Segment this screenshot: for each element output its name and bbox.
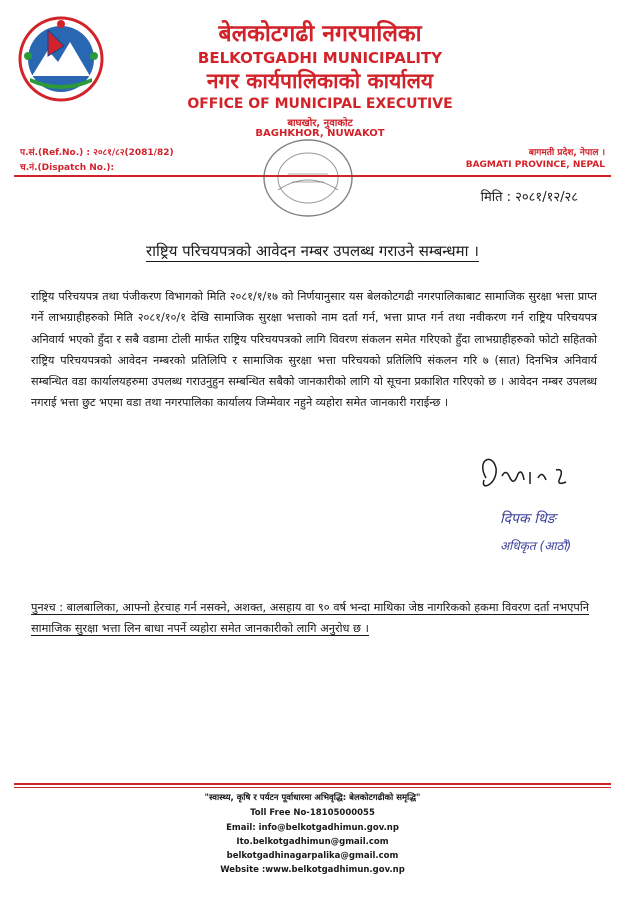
footer-divider-thin: [14, 787, 611, 788]
office-name-en: OFFICE OF MUNICIPAL EXECUTIVE: [187, 96, 453, 112]
municipality-name-en: BELKOTGADHI MUNICIPALITY: [197, 49, 443, 67]
website-link: Website :www.belkotgadhimun.gov.np: [220, 865, 405, 875]
province-en: BAGMATI PROVINCE, NEPAL: [465, 160, 605, 170]
office-stamp: [254, 130, 362, 230]
email-it: Ito.belkotgadhimun@gmail.com: [236, 837, 389, 847]
municipality-name-np: बेलकोटगढी नगरपालिका: [218, 21, 422, 47]
address-np: बाघखोर, नुवाकोट: [287, 118, 353, 129]
postscript-note: [31, 598, 593, 639]
postscript-text: पुनश्च : बालबालिका, आफ्नो हेरचाह गर्न नसक्ने, अशक्त, असहाय वा ९० वर्ष भन्दा माथिका जेष्ठ नागरिकको हकमा विवरण दर्ता नभएपनि सामाजिक सुरक्षा भत्ता लिन बाधा नपर्ने व्यहोरा समेत जानकारीको लागि अनुरोध छ ।: [31, 601, 590, 635]
municipality-emblem: [18, 16, 104, 102]
letter-date: मिति : २०८१/१२/२८: [480, 190, 578, 205]
footer-slogan: "स्वास्थ्य, कृषि र पर्यटन पूर्वाधारमा अभिवृद्धि: बेलकोटगढीको समृद्धि": [204, 793, 421, 803]
footer-divider: [14, 783, 611, 785]
province-np: बागमती प्रदेश, नेपाल ।: [528, 148, 605, 158]
signature: [472, 450, 592, 500]
dispatch-number: च.नं.(Dispatch No.):: [20, 163, 115, 173]
address-en: BAGHKHOR, NUWAKOT: [255, 128, 385, 139]
toll-free-number: Toll Free No-18105000055: [250, 808, 375, 818]
letter-body: राष्ट्रिय परिचयपत्र तथा पंजीकरण विभागको मिति २०८१/१/१७ को निर्णयानुसार यस बेलकोटगढी नगरपालिकाबाट सामाजिक सुरक्षा भत्ता प्राप्त गर्ने लाभग्राहीहरुको मिति २०८१/१०/१ देखि सामाजिक सुरक्षा भत्ताको नाम दर्ता गर्न, भत्ता प्राप्त गर्न तथा नवीकरण गर्न राष्ट्रिय परिचयपत्र अनिवार्य भएको हुँदा र सबै वडामा टोली मार्फत राष्ट्रिय परिचयपत्रको लागि विवरण संकलन समेत गरिएको हुँदा लाभग्राहीहरुको फोटो सहितको राष्ट्रिय परिचयपत्रको आवेदन नम्बरको प्रतिलिपि र सामाजिक सुरक्षा भत्ता परिचयको प्रतिलिपि संकलन गरि ७ (सात) दिनभित्र अनिवार्य सम्बन्धित वडा कार्यालयहरुमा उपलब्ध गराउनुहुन सम्बन्धित सबैको जानकारीको लागि यो सूचना प्रकाशित गरिएको छ । आवेदन नम्बर उपलब्ध नगराई भत्ता छुट भएमा वडा तथा नगरपालिका कार्यालय जिम्मेवार नहुने व्यहोरा समेत जानकारी गराईन्छ ।: [31, 290, 597, 410]
reference-number: प.सं.(Ref.No.) : २०८१/८२(2081/82): [20, 148, 174, 158]
office-name-np: नगर कार्यपालिकाको कार्यालय: [206, 69, 434, 93]
signatory-title: अधिकृत (आठौं): [500, 539, 572, 553]
letter-subject: [0, 241, 625, 261]
subject-text: राष्ट्रिय परिचयपत्रको आवेदन नम्बर उपलब्ध गराउने सम्बन्धमा ।: [146, 242, 479, 260]
email-primary: Email: info@belkotgadhimun.gov.np: [226, 823, 399, 833]
email-municipality: belkotgadhinagarpalika@gmail.com: [226, 851, 399, 861]
signatory-name: दिपक थिङ: [500, 511, 556, 527]
